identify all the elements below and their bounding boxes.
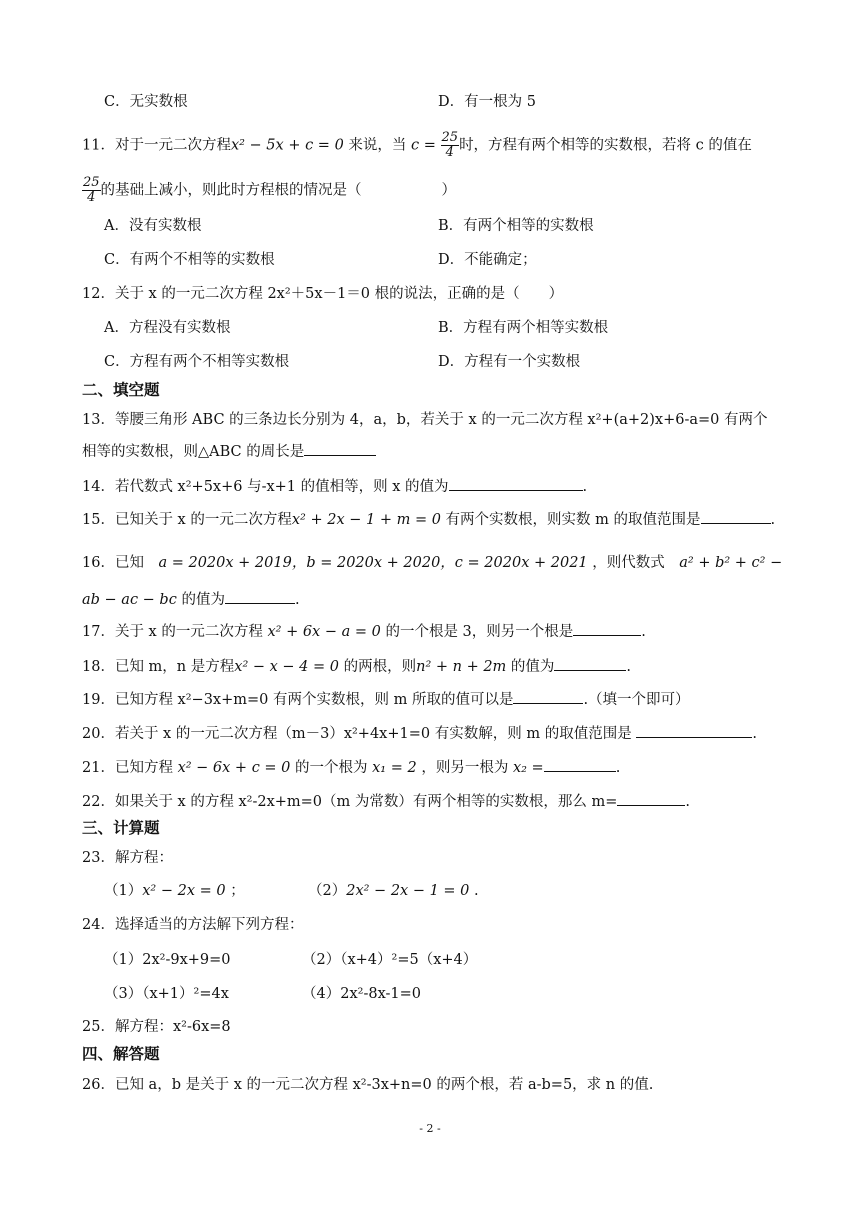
q16-line2 (82, 589, 300, 611)
q11-option-a: A．没有实数根 (104, 218, 202, 234)
q19-line (82, 689, 690, 711)
q11-equation: x² − 5x + c = 0 (230, 137, 344, 154)
q22-end: . (685, 794, 690, 810)
q23-question: 23．解方程： (82, 850, 173, 866)
q16-text-3: 的值为 (176, 592, 225, 608)
q15-line (82, 509, 775, 531)
q10-option-c: C．无实数根 (104, 94, 188, 110)
q24-part2: （2）（x+4）²=5（x+4） (302, 952, 478, 968)
q15-end: . (770, 512, 776, 528)
q16-text-1: 16．已知 (82, 555, 159, 571)
q14-answer-blank[interactable] (449, 476, 583, 491)
section-heading-calculation: 三、计算题 (82, 819, 160, 837)
q16-end: . (294, 592, 300, 608)
q21-answer-blank[interactable] (544, 757, 616, 772)
q24-part1: （1）2x²-9x+9=0 (104, 952, 231, 968)
q12-option-b: B．方程有两个相等实数根 (438, 320, 609, 336)
q13-text: 相等的实数根，则△ABC 的周长是 (82, 444, 305, 460)
q21-text-3: ，则另一根为 (416, 760, 513, 776)
q16-equation: a = 2020x + 2019，b = 2020x + 2020，c = 2020x + 2021 (158, 555, 588, 571)
q17-text-1: 17．关于 x 的一元二次方程 (82, 624, 268, 640)
q22-text: 22．如果关于 x 的方程 x²-2x+m=0（m 为常数）有两个相等的实数根，那么 m= (82, 794, 618, 810)
q13-line2 (82, 441, 376, 463)
q11-option-d: D．不能确定； (438, 252, 537, 268)
q24-question: 24．选择适当的方法解下列方程： (82, 917, 304, 933)
q15-text-2: 有两个实数根，则实数 m 的取值范围是 (440, 512, 701, 528)
q16-text-2: ，则代数式 (587, 555, 680, 571)
q23-part1: （1）x² − 2x = 0 ； (104, 883, 245, 899)
section-heading-answer: 四、解答题 (82, 1045, 160, 1063)
q19-end: .（填一个即可） (583, 692, 690, 708)
q15-text-1: 15．已知关于 x 的一元二次方程 (82, 512, 292, 528)
q17-line (82, 621, 646, 643)
q11-text-2: 来说，当 (343, 137, 412, 154)
q16-line1 (82, 552, 782, 574)
q25-question: 25．解方程：x²-6x=8 (82, 1019, 231, 1035)
q11-line1 (82, 131, 752, 160)
q18-end: . (626, 659, 632, 675)
q19-answer-blank[interactable] (513, 689, 583, 704)
q12-question: 12．关于 x 的一元二次方程 2x²＋5x－1＝0 根的说法，正确的是（ ） (82, 286, 564, 302)
q14-line (82, 476, 587, 498)
q18-equation: x² − x − 4 = 0 (234, 659, 339, 675)
q12-option-a: A．方程没有实数根 (104, 320, 231, 336)
q13-answer-blank[interactable] (304, 441, 376, 456)
q17-text-2: 的一个根是 3，则另一个根是 (380, 624, 574, 640)
q10-option-d: D．有一根为 5 (438, 94, 536, 110)
q11-text-1: 对于一元二次方程 (114, 137, 231, 154)
q11-number: 11． (82, 137, 115, 154)
q11-fraction-2: $\frac{25}{4}$ (83, 175, 100, 205)
q22-line (82, 791, 690, 813)
q16-answer-blank[interactable] (225, 589, 295, 604)
q11-option-c: C．有两个不相等的实数根 (104, 252, 275, 268)
q11-text-3: 时，方程有两个相等的实数根，若将 c 的值在 (459, 137, 752, 154)
q21-end: . (615, 760, 621, 776)
q11-line2 (82, 176, 456, 205)
q17-end: . (641, 624, 646, 640)
q20-end: . (752, 726, 757, 742)
q12-option-c: C．方程有两个不相等实数根 (104, 354, 290, 370)
q15-equation: x² + 2x − 1 + m = 0 (291, 512, 441, 528)
q20-text: 20．若关于 x 的一元二次方程（m－3）x²+4x+1=0 有实数解，则 m 的取值范围是 (82, 726, 637, 742)
q19-text: 19．已知方程 x²−3x+m=0 有两个实数根，则 m 所取的值可以是 (82, 692, 514, 708)
q17-equation: x² + 6x − a = 0 (267, 624, 381, 640)
q18-text-3: 的值为 (506, 659, 555, 675)
q18-text-2: 的两根，则 (339, 659, 417, 675)
q18-text-1: 18．已知 m，n 是方程 (82, 659, 235, 675)
q11-fraction: $\frac{25}{4}$ (441, 130, 459, 160)
q20-line (82, 723, 757, 745)
q24-part4: （4）2x²-8x-1=0 (302, 986, 421, 1002)
q21-text-2: 的一个根为 (290, 760, 373, 776)
q22-answer-blank[interactable] (617, 791, 685, 806)
q17-answer-blank[interactable] (573, 621, 641, 636)
q18-answer-blank[interactable] (554, 656, 626, 671)
q24-part3: （3）（x+1）²=4x (104, 986, 229, 1002)
q16-expression-cont: ab − ac − bc (82, 592, 177, 608)
q11-text-5: ） (441, 182, 457, 199)
q21-equation: x² − 6x + c = 0 (177, 760, 291, 776)
q15-answer-blank[interactable] (701, 509, 771, 524)
q16-expression: a² + b² + c² − (679, 555, 783, 571)
q14-end: . (582, 479, 588, 495)
q18-line (82, 656, 631, 678)
q13-line1: 13．等腰三角形 ABC 的三条边长分别为 4，a，b，若关于 x 的一元二次方程 x²+(a+2)x+6-a=0 有两个 (82, 412, 768, 428)
section-heading-fill-blank: 二、填空题 (82, 381, 160, 399)
q21-text-1: 21．已知方程 (82, 760, 178, 776)
q26-question: 26．已知 a，b 是关于 x 的一元二次方程 x²-3x+n=0 的两个根，若 a-b=5，求 n 的值. (82, 1077, 654, 1093)
q21-other-root: x₂ = (512, 760, 544, 776)
q20-answer-blank[interactable] (636, 723, 752, 738)
q11-c-equals: c = (411, 137, 441, 154)
q12-option-d: D．方程有一个实数根 (438, 354, 581, 370)
q21-root: x₁ = 2 (372, 760, 417, 776)
q14-text: 14．若代数式 x²+5x+6 与-x+1 的值相等，则 x 的值为 (82, 479, 449, 495)
q11-text-4: 的基础上减小，则此时方程根的情况是（ (100, 182, 362, 199)
q21-line (82, 757, 620, 779)
q11-option-b: B．有两个相等的实数根 (438, 218, 594, 234)
q23-part2: （2）2x² − 2x − 1 = 0 . (308, 883, 479, 899)
page-number: - 2 - (419, 1122, 441, 1135)
q18-expression: n² + n + 2m (416, 659, 507, 675)
